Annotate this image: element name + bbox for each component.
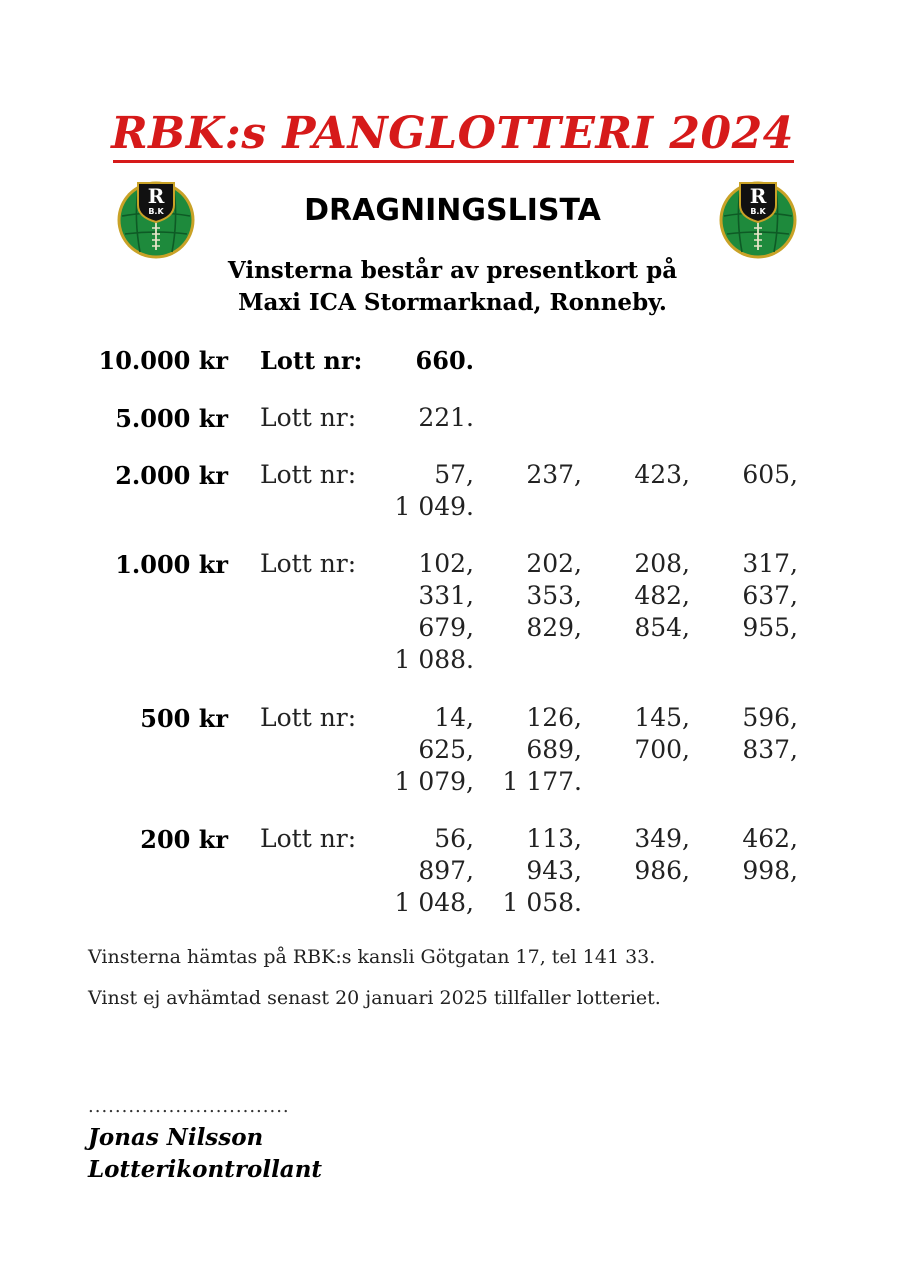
lottery-number: 126,	[526, 703, 582, 732]
prize-amount: 5.000 kr	[115, 404, 228, 433]
lottery-number: 353,	[526, 581, 582, 610]
lottery-number: 102,	[418, 549, 474, 578]
lottery-number: 829,	[526, 613, 582, 642]
lottery-number: 637,	[742, 581, 798, 610]
lottery-number: 56,	[434, 824, 474, 853]
prize-amount: 1.000 kr	[115, 550, 228, 579]
pickup-info: Vinsterna hämtas på RBK:s kansli Götgatan 17, tel 141 33.	[88, 946, 656, 968]
signatory-role: Lotterikontrollant	[88, 1156, 323, 1183]
lottery-number: 1 177.	[502, 767, 582, 796]
lottery-number: 660.	[415, 346, 474, 375]
lottery-number: 57,	[434, 460, 474, 489]
deadline-info: Vinst ej avhämtad senast 20 januari 2025 tillfaller lotteriet.	[88, 987, 661, 1009]
lottery-number: 14,	[434, 703, 474, 732]
lottery-number: 221.	[418, 403, 474, 432]
prize-amount: 500 kr	[140, 704, 228, 733]
lottery-number: 1 049.	[394, 492, 474, 521]
lottery-number: 625,	[418, 735, 474, 764]
logo-letter-r: R	[749, 184, 767, 208]
prize-amount: 200 kr	[140, 825, 228, 854]
prize-amount: 2.000 kr	[115, 461, 228, 490]
lottery-number: 482,	[634, 581, 690, 610]
logo-letters-bk: B.K	[148, 207, 164, 216]
lottery-number: 1 058.	[502, 888, 582, 917]
lottery-number: 605,	[742, 460, 798, 489]
signatory-name: Jonas Nilsson	[88, 1124, 264, 1151]
prize-amount: 10.000 kr	[98, 346, 228, 375]
lottery-number: 998,	[742, 856, 798, 885]
lottery-number: 349,	[634, 824, 690, 853]
title-underline	[113, 160, 794, 163]
lott-label: Lott nr:	[260, 403, 357, 432]
lottery-number: 854,	[634, 613, 690, 642]
lott-label: Lott nr:	[260, 703, 357, 732]
lottery-number: 237,	[526, 460, 582, 489]
lottery-number: 113,	[526, 824, 582, 853]
lott-label: Lott nr:	[260, 824, 357, 853]
lott-label: Lott nr:	[260, 549, 357, 578]
lottery-number: 462,	[742, 824, 798, 853]
page-subtitle: DRAGNINGSLISTA	[304, 193, 601, 228]
lottery-number: 331,	[418, 581, 474, 610]
lott-label: Lott nr:	[260, 460, 357, 489]
logo-letters-bk: B.K	[750, 207, 766, 216]
lottery-number: 700,	[634, 735, 690, 764]
lottery-number: 423,	[634, 460, 690, 489]
lottery-number: 202,	[526, 549, 582, 578]
intro-line-1: Vinsterna består av presentkort på	[227, 257, 678, 284]
lott-label: Lott nr:	[260, 346, 363, 375]
lottery-number: 679,	[418, 613, 474, 642]
lottery-number: 943,	[526, 856, 582, 885]
lottery-number: 986,	[634, 856, 690, 885]
logo-letter-r: R	[147, 184, 165, 208]
lottery-number: 689,	[526, 735, 582, 764]
lottery-number: 1 048,	[394, 888, 474, 917]
page-title: RBK:s PANGLOTTERI 2024	[111, 108, 794, 159]
signature-line: ..............................	[88, 1096, 290, 1117]
lottery-number: 145,	[634, 703, 690, 732]
lottery-number: 837,	[742, 735, 798, 764]
lottery-number: 317,	[742, 549, 798, 578]
lottery-number: 1 079,	[394, 767, 474, 796]
lottery-number: 596,	[742, 703, 798, 732]
lottery-number: 897,	[418, 856, 474, 885]
intro-line-2: Maxi ICA Stormarknad, Ronneby.	[238, 289, 667, 316]
lottery-number: 208,	[634, 549, 690, 578]
lottery-number: 955,	[742, 613, 798, 642]
lottery-number: 1 088.	[394, 645, 474, 674]
